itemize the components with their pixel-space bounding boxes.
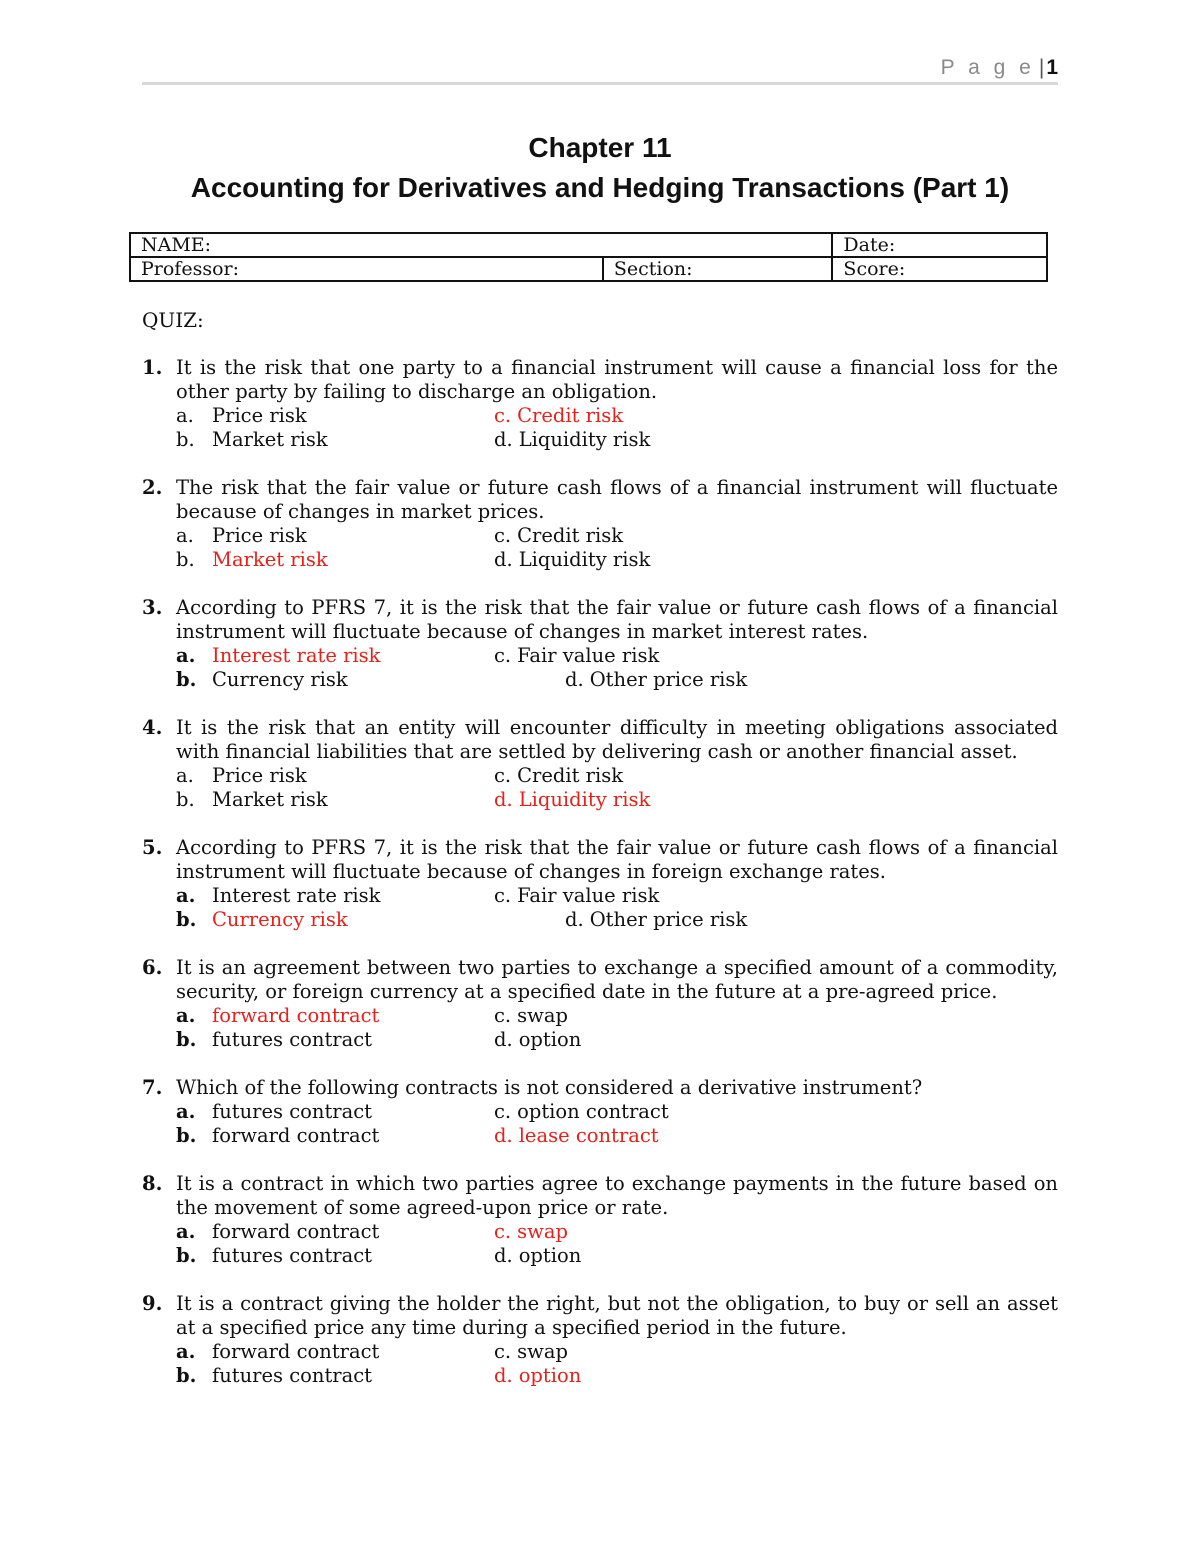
answer-options [176, 1340, 1058, 1388]
option-letter: c. [494, 404, 512, 427]
option-letter: b. [176, 428, 195, 451]
option-letter: a. [176, 1340, 196, 1363]
option-letter: d. [494, 1244, 513, 1267]
option-c [494, 884, 659, 908]
option-text: Currency risk [212, 668, 348, 691]
option-text: Market risk [212, 428, 328, 451]
question-number: 3. [142, 596, 163, 619]
option-d [494, 1364, 581, 1388]
answer-options [176, 404, 1058, 452]
option-letter: c. [494, 884, 512, 907]
question-number: 9. [142, 1292, 163, 1315]
option-letter: b. [176, 548, 195, 571]
option-d [494, 1028, 581, 1052]
option-a [176, 1340, 379, 1364]
question-text: According to PFRS 7, it is the risk that the fair value or future cash flows of a financial instrument will fluctuate because of changes in foreign exchange rates. [176, 836, 1058, 883]
option-letter: c. [494, 1004, 512, 1027]
answer-options [176, 1220, 1058, 1268]
option-letter: a. [176, 644, 196, 667]
chapter-subtitle: Accounting for Derivatives and Hedging Transactions (Part 1) [190, 172, 1010, 203]
option-b [176, 548, 328, 572]
option-text: Liquidity risk [518, 788, 651, 811]
option-letter: d. [494, 1124, 513, 1147]
option-b [176, 668, 348, 692]
option-text: Interest rate risk [212, 644, 381, 667]
score-cell [832, 257, 1047, 281]
option-b [176, 1124, 379, 1148]
option-text: Price risk [212, 764, 307, 787]
option-text: Fair value risk [517, 644, 660, 667]
option-text: forward contract [212, 1220, 380, 1243]
option-text: Market risk [212, 788, 328, 811]
option-letter: c. [494, 764, 512, 787]
date-cell [832, 233, 1047, 257]
option-b [176, 788, 328, 812]
option-text: option [518, 1244, 582, 1267]
option-d [494, 1244, 581, 1268]
option-letter: d. [494, 1028, 513, 1051]
option-letter: b. [176, 1028, 197, 1051]
option-d [494, 788, 650, 812]
option-text: Fair value risk [517, 884, 660, 907]
option-text: Credit risk [517, 404, 624, 427]
question-text: It is an agreement between two parties to exchange a specified amount of a commodity, security, or foreign currency at a specified date in the future at a pre-agreed price. [176, 956, 1058, 1003]
option-c [494, 1340, 568, 1364]
option-text: swap [517, 1220, 568, 1243]
student-info-table [129, 232, 1048, 282]
option-a [176, 1004, 379, 1028]
question-number: 7. [142, 1076, 163, 1099]
score-label: Score: [843, 258, 906, 280]
option-text: Price risk [212, 404, 307, 427]
option-c [494, 764, 623, 788]
option-text: futures contract [212, 1364, 372, 1387]
question-text: It is the risk that an entity will encounter difficulty in meeting obligations associated with financial liabilities that are settled by delivering cash or another financial asset. [176, 716, 1058, 763]
option-letter: b. [176, 668, 197, 691]
professor-cell [130, 257, 603, 281]
option-letter: c. [494, 1340, 512, 1363]
option-text: Interest rate risk [212, 884, 381, 907]
question-8 [142, 1172, 1058, 1268]
option-c [494, 1100, 669, 1124]
option-b [176, 1244, 372, 1268]
option-letter: c. [494, 1100, 512, 1123]
question-6 [142, 956, 1058, 1052]
option-letter: a. [176, 404, 194, 427]
chapter-title: Chapter 11 [528, 132, 672, 163]
page-word: P a g e [940, 56, 1035, 79]
option-letter: d. [494, 1364, 513, 1387]
answer-options [176, 1004, 1058, 1052]
option-letter: a. [176, 764, 194, 787]
answer-options [176, 764, 1058, 812]
option-text: option [518, 1028, 582, 1051]
option-text: lease contract [518, 1124, 659, 1147]
option-letter: d. [494, 788, 513, 811]
question-1 [142, 356, 1058, 452]
professor-label: Professor: [141, 258, 240, 280]
question-9 [142, 1292, 1058, 1388]
option-letter: a. [176, 1004, 196, 1027]
option-letter: b. [176, 788, 195, 811]
option-letter: b. [176, 1124, 197, 1147]
question-2 [142, 476, 1058, 572]
option-letter: d. [565, 908, 584, 931]
question-number: 8. [142, 1172, 163, 1195]
answer-options [176, 524, 1058, 572]
option-letter: c. [494, 644, 512, 667]
option-letter: d. [494, 548, 513, 571]
question-number: 5. [142, 836, 163, 859]
option-c [494, 524, 623, 548]
option-text: Other price risk [589, 908, 748, 931]
section-cell [603, 257, 833, 281]
option-letter: c. [494, 524, 512, 547]
answer-options [176, 644, 1058, 692]
option-a [176, 404, 307, 428]
page-number: 1 [1046, 56, 1058, 79]
option-b [176, 1028, 372, 1052]
option-text: option [518, 1364, 582, 1387]
option-c [494, 404, 623, 428]
option-text: Credit risk [517, 524, 624, 547]
option-text: Market risk [212, 548, 328, 571]
option-letter: a. [176, 1220, 196, 1243]
option-letter: a. [176, 524, 194, 547]
header-rule [142, 82, 1058, 85]
section-label: Section: [613, 258, 693, 280]
option-a [176, 1220, 379, 1244]
question-text: Which of the following contracts is not considered a derivative instrument? [176, 1076, 923, 1099]
option-letter: c. [494, 1220, 512, 1243]
option-c [494, 1220, 568, 1244]
option-c [494, 1004, 568, 1028]
question-5 [142, 836, 1058, 932]
answer-options [176, 1100, 1058, 1148]
option-text: Price risk [212, 524, 307, 547]
question-text: It is a contract giving the holder the right, but not the obligation, to buy or sell an asset at a specified price any time during a specified period in the future. [176, 1292, 1058, 1339]
option-d [565, 668, 747, 692]
option-text: Liquidity risk [518, 548, 651, 571]
question-number: 1. [142, 356, 163, 379]
option-text: futures contract [212, 1028, 372, 1051]
option-text: swap [517, 1004, 568, 1027]
option-a [176, 884, 380, 908]
option-text: futures contract [212, 1244, 372, 1267]
option-c [494, 644, 659, 668]
option-a [176, 644, 380, 668]
option-d [494, 428, 650, 452]
name-label: NAME: [141, 234, 212, 256]
page-separator: | [1038, 56, 1045, 79]
question-3 [142, 596, 1058, 692]
name-cell [130, 233, 832, 257]
option-d [494, 548, 650, 572]
option-letter: d. [494, 428, 513, 451]
question-4 [142, 716, 1058, 812]
option-a [176, 764, 307, 788]
option-text: forward contract [212, 1124, 380, 1147]
option-b [176, 908, 348, 932]
question-number: 2. [142, 476, 163, 499]
question-text: It is a contract in which two parties agree to exchange payments in the future based on the movement of some agreed-upon price or rate. [176, 1172, 1058, 1219]
answer-options [176, 884, 1058, 932]
option-text: Currency risk [212, 908, 348, 931]
option-text: Liquidity risk [518, 428, 651, 451]
page-header [941, 56, 1058, 80]
quiz-label: QUIZ: [142, 308, 204, 332]
option-letter: a. [176, 884, 196, 907]
option-d [494, 1124, 659, 1148]
option-text: Credit risk [517, 764, 624, 787]
option-letter: b. [176, 1244, 197, 1267]
option-a [176, 1100, 372, 1124]
question-number: 4. [142, 716, 163, 739]
option-text: forward contract [212, 1340, 380, 1363]
option-letter: d. [565, 668, 584, 691]
option-letter: b. [176, 908, 197, 931]
option-text: swap [517, 1340, 568, 1363]
question-7 [142, 1076, 1058, 1148]
question-list [142, 356, 1058, 1412]
option-text: Other price risk [589, 668, 748, 691]
option-text: option contract [517, 1100, 669, 1123]
question-text: The risk that the fair value or future cash flows of a financial instrument will fluctuate because of changes in market prices. [176, 476, 1058, 523]
option-a [176, 524, 307, 548]
date-label: Date: [843, 234, 896, 256]
option-b [176, 428, 328, 452]
option-letter: a. [176, 1100, 196, 1123]
option-b [176, 1364, 372, 1388]
option-text: futures contract [212, 1100, 372, 1123]
question-number: 6. [142, 956, 163, 979]
question-text: According to PFRS 7, it is the risk that the fair value or future cash flows of a financial instrument will fluctuate because of changes in market interest rates. [176, 596, 1058, 643]
option-text: forward contract [212, 1004, 380, 1027]
option-letter: b. [176, 1364, 197, 1387]
question-text: It is the risk that one party to a financial instrument will cause a financial loss for the other party by failing to discharge an obligation. [176, 356, 1058, 403]
option-d [565, 908, 747, 932]
